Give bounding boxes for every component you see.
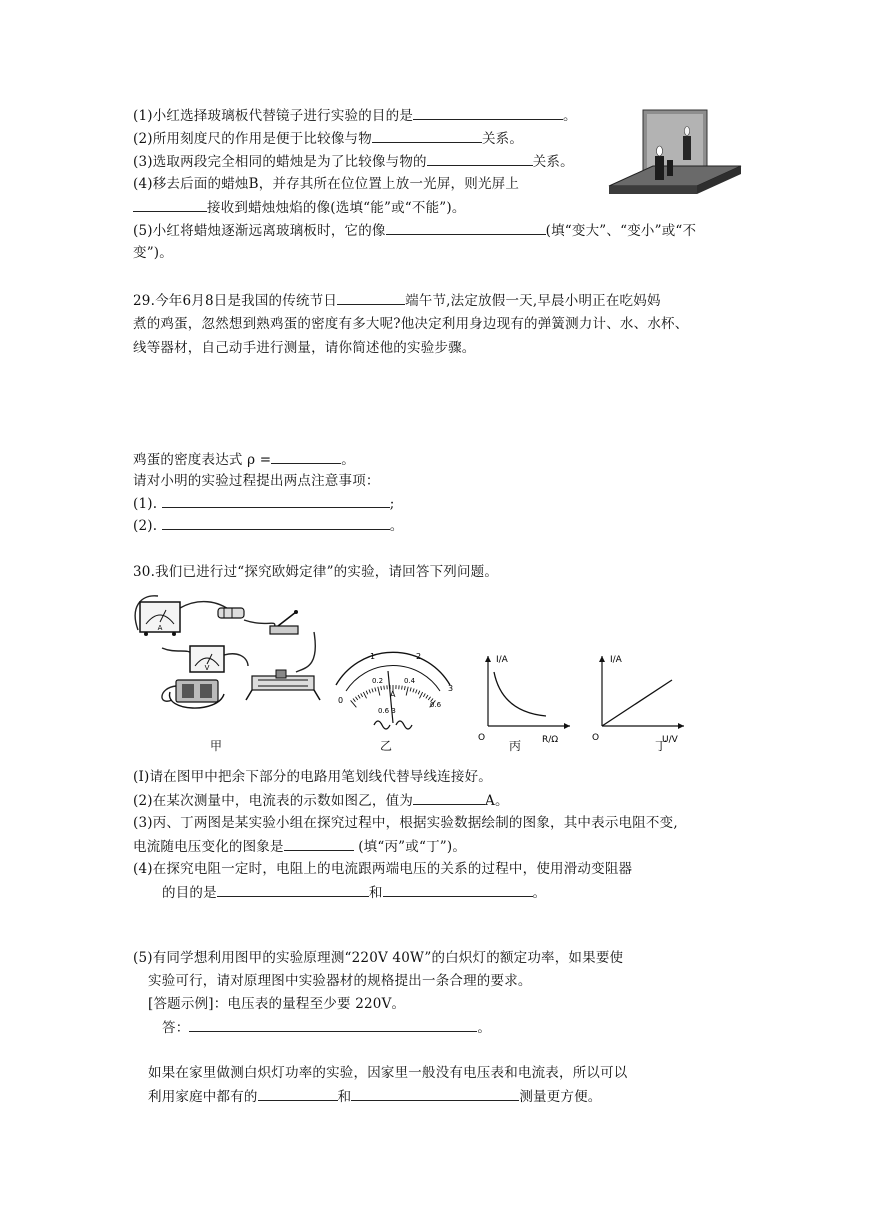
q29-line-3: 线等器材，自己动手进行测量，请你简述他的实验步骤。 <box>133 340 476 356</box>
dial-tick <box>423 693 425 696</box>
q28-blank-2[interactable] <box>372 129 482 143</box>
ammeter-icon <box>140 602 180 636</box>
q29-line-7 <box>133 516 403 535</box>
dial-tick <box>418 691 420 695</box>
q30-part-3b <box>133 837 466 856</box>
q29-line-6 <box>133 494 394 513</box>
figure-ding-graph <box>590 650 690 746</box>
q30-p3b-text: 电流随电压变化的图象是 <box>133 839 284 855</box>
q30-part-5b: 实验可行，请对原理图中实验器材的规格提出一条合理的要求。 <box>148 973 532 989</box>
q28-line-4: (4)移去后面的蜡烛B，并存其所在位位置上放一光屏，则光屏上 <box>133 176 520 192</box>
bing-origin: O <box>478 733 486 743</box>
q28-l6-end: (填“变大”、“变小”或“不 <box>545 223 697 239</box>
ding-line <box>602 680 672 726</box>
q29-density-label: 鸡蛋的密度表达式 ρ = <box>133 452 272 468</box>
q30-p5e-text: 。 <box>477 1020 492 1036</box>
q29-line-4 <box>133 450 355 469</box>
ding-x-label: U/V <box>662 735 678 745</box>
dial-tick <box>402 686 403 690</box>
dial-tick <box>366 691 368 695</box>
bing-y-label: I/A <box>496 655 508 665</box>
q28-blank-3[interactable] <box>427 152 533 166</box>
q30-p4c-text: 。 <box>532 885 547 901</box>
mirror-experiment-figure <box>603 104 743 198</box>
q30-part-3: (3)丙、丁两图是某实验小组在探究过程中，根据实验数据绘制的图象，其中表示电阻不变, <box>133 815 678 831</box>
dial-tick <box>358 695 360 698</box>
q30-p2-text: (2)在某次测量中，电流表的示数如图乙，值为 <box>133 793 414 809</box>
q29-l1-text: 29.今年6月8日是我国的传统节日 <box>133 293 338 309</box>
q29-note-2-blank[interactable] <box>162 516 390 530</box>
q29-note-1-blank[interactable] <box>162 494 390 508</box>
q28-l3-end: 关系。 <box>532 154 574 170</box>
dial-tick <box>410 688 411 692</box>
q29-note-2-label: (2). <box>133 518 158 534</box>
q28-line-5 <box>133 198 466 217</box>
dial-terminals: 0.6 3 <box>378 707 396 715</box>
q28-line-2 <box>133 129 523 148</box>
voltmeter-icon <box>190 646 224 672</box>
dial-tick <box>384 686 385 690</box>
q28-l2-text: (2)所用刻度尺的作用是便于比较像与物 <box>133 131 372 147</box>
q30-blank-current[interactable] <box>413 791 485 805</box>
q30-p6a-text: 利用家庭中都有的 <box>148 1089 258 1105</box>
dial-num-0: 0 <box>338 696 344 705</box>
q30-part-6: 如果在家里做测白炽灯功率的实验，因家里一般没有电压表和电流表，所以可以 <box>148 1065 628 1081</box>
q30-part-5: (5)有同学想利用图甲的实验原理测“220V 40W”的白炽灯的额定功率，如果要使 <box>133 950 624 966</box>
dial-tick <box>404 686 405 690</box>
q30-part-5d <box>162 1018 491 1037</box>
dial-tick <box>372 688 373 692</box>
q30-p6c-text: 测量更方便。 <box>519 1089 602 1105</box>
switch-icon <box>270 610 298 634</box>
q28-l1-end: 。 <box>563 108 577 124</box>
q28-l5-text: 接收到蜡烛烛焰的像(选填“能”或“不能”)。 <box>207 200 466 216</box>
q30-blank-purpose-2[interactable] <box>383 883 533 897</box>
q30-part-6b <box>148 1087 602 1106</box>
q29-note-1-end: ; <box>389 496 395 512</box>
q29-note-1-label: (1). <box>133 496 158 512</box>
dial-unit-a: A <box>390 690 396 699</box>
dial-tick <box>413 688 414 692</box>
dial-tick <box>381 686 382 690</box>
q30-blank-purpose-1[interactable] <box>217 883 369 897</box>
q30-p2-end: A。 <box>485 793 509 809</box>
q28-blank-1[interactable] <box>413 106 563 120</box>
bing-x-label: R/Ω <box>542 735 559 745</box>
resistor-icon <box>218 608 244 618</box>
battery-icon <box>170 680 224 708</box>
label-yi: 乙 <box>380 739 393 753</box>
dial-tick <box>426 695 428 698</box>
dial-tick <box>355 697 357 700</box>
label-jia: 甲 <box>210 739 223 753</box>
q28-line-7: 变”)。 <box>133 245 173 261</box>
q29-line-2: 煮的鸡蛋，忽然想到熟鸡蛋的密度有多大呢?他决定利用身边现有的弹簧测力计、水、水杯、 <box>133 316 689 332</box>
q30-part-4: (4)在探究电阻一定时，电阻上的电流跟两端电压的关系的过程中，使用滑动变阻器 <box>133 861 633 877</box>
q30-blank-device-2[interactable] <box>351 1087 519 1101</box>
q28-l3-text: (3)选取两段完全相同的蜡烛是为了比较像与物的 <box>133 154 427 170</box>
q30-p3c-text: (填“丙”或“丁”)。 <box>358 839 467 855</box>
dial-tick <box>353 699 355 702</box>
q30-part-1: (I)请在图甲中把余下部分的电路用笔划线代替导线连接好。 <box>133 769 492 785</box>
figure-bing-graph <box>476 650 576 746</box>
dial-tick <box>369 690 370 694</box>
figure-yi-ammeter-dial <box>328 645 458 745</box>
label-bing: 丙 <box>509 739 522 753</box>
dial-tick <box>419 692 422 698</box>
q30-part-2 <box>133 791 509 810</box>
q30-blank-answer[interactable] <box>189 1018 477 1032</box>
dial-tick <box>375 688 376 692</box>
q29-note-2-end: 。 <box>389 518 404 534</box>
dial-num-3: 3 <box>448 684 454 693</box>
q28-line-6 <box>133 221 696 240</box>
rheostat-icon <box>246 670 320 700</box>
ammeter-label: A <box>157 624 163 632</box>
q30-title: 30.我们已进行过“探究欧姆定律”的实验，请回答下列问题。 <box>133 564 499 580</box>
dial-tick <box>378 687 380 696</box>
q30-p6b-text: 和 <box>337 1089 352 1105</box>
dial-tick <box>428 697 430 700</box>
dial-sub-02: 0.2 <box>372 677 384 685</box>
q30-p4a-text: 的目的是 <box>162 885 217 901</box>
q28-l6-text: (5)小红将蜡烛逐渐远离玻璃板时，它的像 <box>133 223 386 239</box>
ding-origin: O <box>592 733 600 743</box>
q30-blank-device-1[interactable] <box>258 1087 338 1101</box>
q29-line-1 <box>133 291 661 310</box>
q30-blank-graph[interactable] <box>284 837 354 851</box>
q29-l1-end: 端午节,法定放假一天,早晨小明正在吃妈妈 <box>405 293 661 309</box>
q28-l1-text: (1)小红选择玻璃板代替镜子进行实验的目的是 <box>133 108 414 124</box>
q29-density-blank[interactable] <box>271 450 341 464</box>
label-ding: 丁 <box>655 739 668 753</box>
q30-part-4b <box>162 883 546 902</box>
q30-part-5c: [答题示例]：电压表的量程至少要 220V。 <box>148 996 406 1012</box>
ding-y-label: I/A <box>610 655 622 665</box>
q28-blank-5[interactable] <box>386 221 546 235</box>
q28-blank-4[interactable] <box>133 198 207 212</box>
q30-p5d-text: 答： <box>162 1020 190 1036</box>
q28-l2-end: 关系。 <box>481 131 524 147</box>
dial-tick <box>416 690 417 694</box>
dial-num-1: 1 <box>370 652 376 661</box>
q29-line-5: 请对小明的实验过程提出两点注意事项： <box>133 473 380 489</box>
dial-sub-06: 0.6 <box>430 701 442 709</box>
figure-jia-circuit <box>128 588 324 718</box>
dial-tick <box>406 687 408 696</box>
q29-blank-1[interactable] <box>337 291 405 305</box>
q28-line-3 <box>133 152 574 171</box>
dial-tick <box>361 693 363 696</box>
q30-p4b-text: 和 <box>368 885 383 901</box>
q29-l4-end: 。 <box>341 452 355 468</box>
dial-tick <box>363 692 366 698</box>
voltmeter-label: V <box>204 664 210 672</box>
bing-curve <box>494 672 546 716</box>
dial-sub-04: 0.4 <box>404 677 416 685</box>
dial-num-2: 2 <box>416 652 422 661</box>
q28-line-1 <box>133 106 577 125</box>
